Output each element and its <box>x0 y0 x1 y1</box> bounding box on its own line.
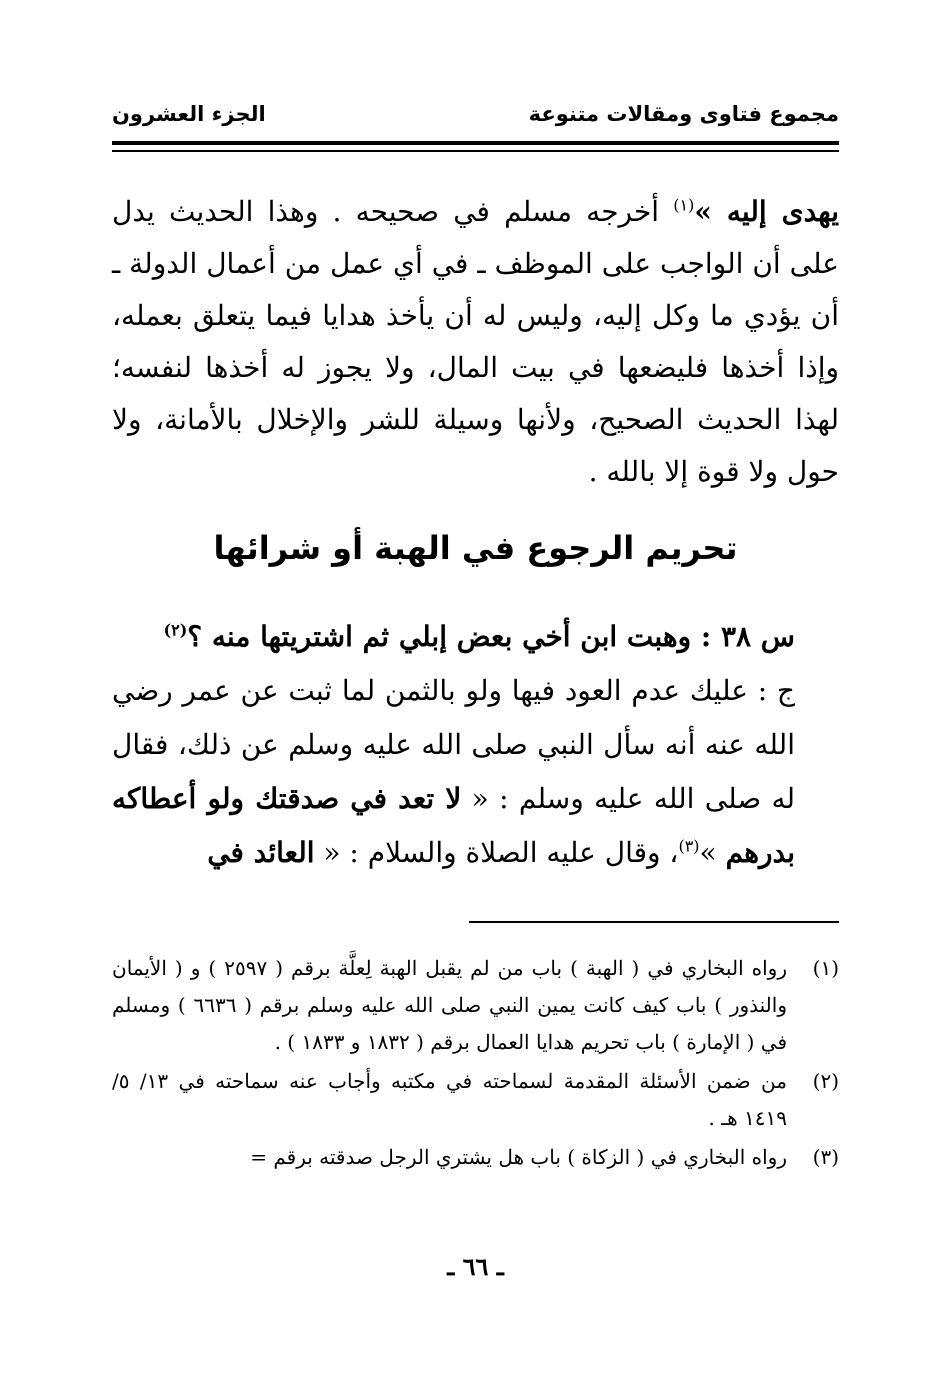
page-number: ـ ٦٦ ـ <box>447 1252 504 1281</box>
paragraph <box>112 186 839 498</box>
footnote-separator <box>469 921 839 923</box>
footnote-text: رواه البخاري في ( الزكاة ) باب هل يشتري الرجل صدقته برقم = <box>250 1145 787 1169</box>
footnote-number: (٢) <box>812 1069 839 1093</box>
footnotes <box>112 950 839 1178</box>
question-answer <box>112 610 839 880</box>
footnote-number: (١) <box>812 956 839 980</box>
footnote-ref-2[interactable]: (٢) <box>163 620 188 640</box>
footnote-text: من ضمن الأسئلة المقدمة لسماحته في مكتبه وأجاب عنه سماحته في ١٣/ ٥/ ١٤١٩ هـ . <box>112 1069 787 1130</box>
hadith-quote-1: لا تعد في صدقتك ولو أعطاكه بدرهم <box>112 782 795 869</box>
main-paragraph <box>112 186 839 498</box>
footnote <box>112 1063 839 1137</box>
hadith-quote-end: يهدى إليه » <box>694 195 839 228</box>
section-title: تحريم الرجوع في الهبة أو شرائها <box>213 529 738 567</box>
header-rule-thick <box>112 141 839 145</box>
answer-text-2: » <box>699 836 726 869</box>
footnote <box>112 1139 839 1176</box>
answer <box>112 664 839 880</box>
footnote-text: رواه البخاري في ( الهبة ) باب من لم يقبل الهبة لِعلَّة برقم ( ٢٥٩٧ ) و ( الأيمان والنذور ) باب كيف كانت يمين النبي صلى الله عليه وسلم برقم ( ٦٦٣٦ ) ومسلم في ( الإمارة ) باب تحريم هدايا العمال برقم ( ١٨٣٢ و ١٨٣٣ ) . <box>112 956 787 1054</box>
answer-text-3: ، وقال عليه الصلاة والسلام : « <box>314 836 679 869</box>
hadith-quote-2: العائد في <box>207 836 315 869</box>
running-head-volume: الجزء العشرون <box>112 102 266 126</box>
footnote-number: (٣) <box>812 1145 839 1169</box>
question <box>112 610 839 664</box>
header-rule-thin <box>112 150 839 152</box>
footnote-ref-3[interactable]: (٣) <box>678 836 700 856</box>
footnote-ref-1[interactable]: (١) <box>673 195 695 215</box>
page-header <box>112 96 839 136</box>
answer-text-1: ج : عليك عدم العود فيها ولو بالثمن لما ثبت عن عمر رضي الله عنه أنه سأل النبي صلى الله عليه وسلم عن ذلك، فقال له صلى الله عليه وسلم : « <box>112 674 795 815</box>
question-text: س ٣٨ : وهبت ابن أخي بعض إبلي ثم اشتريتها منه ؟ <box>187 620 795 653</box>
running-head-book-title: مجموع فتاوى ومقالات متنوعة <box>528 102 839 126</box>
footnote <box>112 950 839 1061</box>
paragraph-text: أخرجه مسلم في صحيحه . وهذا الحديث يدل على أن الواجب على الموظف ـ في أي عمل من أعمال الدولة ـ أن يؤدي ما وكل إليه، وليس له أن يأخذ هدايا فيما يتعلق بعمله، وإذا أخذها فليضعها في بيت المال، ولا يجوز له أخذها لنفسه؛ لهذا الحديث الصحيح، ولأنها وسيلة للشر والإخلال بالأمانة، ولا حول ولا قوة إلا بالله . <box>112 195 839 488</box>
